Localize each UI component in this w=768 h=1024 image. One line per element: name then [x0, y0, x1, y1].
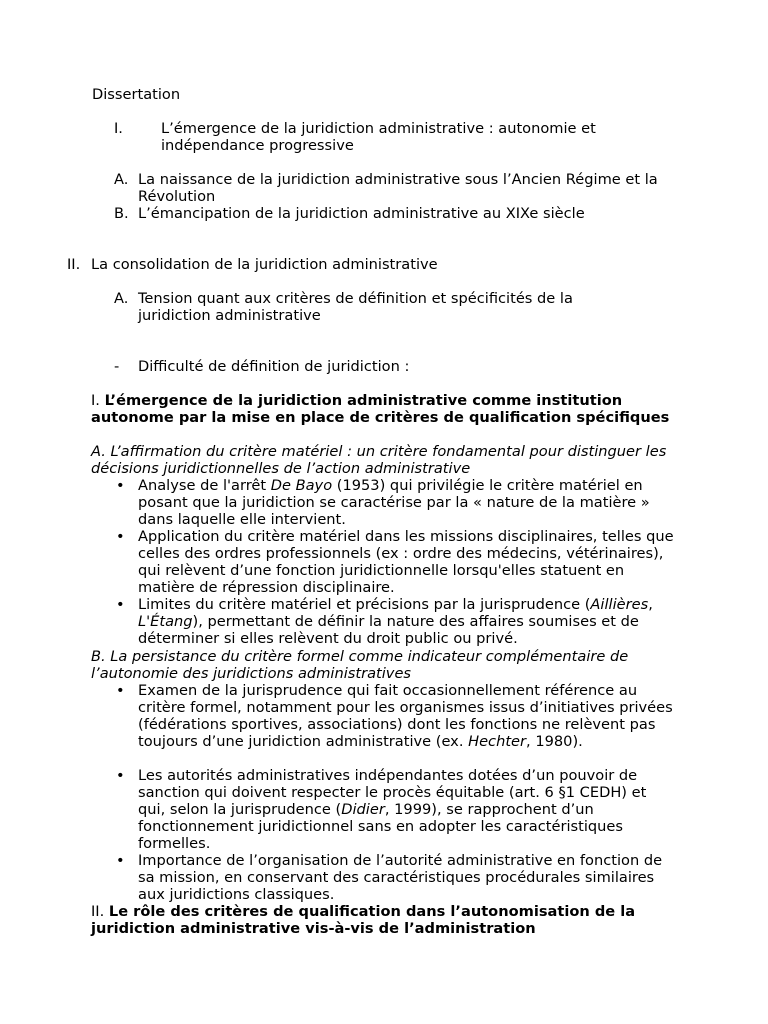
outline-item-label: B.: [114, 205, 129, 222]
section-2-title: Le rôle des critères de qualification dans l’autonomisation de la juridiction administrative vis-à-vis de l’administration: [91, 903, 636, 937]
section-1-heading: [91, 392, 691, 426]
case-name: Aillières: [590, 596, 649, 613]
outline-item-label: A.: [114, 290, 129, 307]
section-2-numeral: II.: [91, 903, 105, 920]
document-title: Dissertation: [92, 86, 181, 103]
case-name: De Bayo: [270, 477, 333, 494]
bullet-text: Examen de la jurisprudence qui fait occasionnellement référence au critère formel, notamment pour les organismes issus d’initiatives privées (fédérations sportives, associations) dont les fonctions ne relèvent pas toujours d’une juridiction administrative (ex. Hechter, 1980).: [138, 682, 673, 750]
bullet-marker: •: [116, 477, 125, 494]
outline-part-1-numeral: I.: [114, 120, 123, 137]
outline-item-label: A.: [114, 171, 129, 188]
bullet-marker: •: [116, 682, 125, 699]
case-name: L'Étang: [138, 613, 193, 630]
outline-item-text: La naissance de la juridiction administrative sous l’Ancien Régime et la Révolution: [138, 171, 658, 205]
bullet-text: Les autorités administratives indépendantes dotées d’un pouvoir de sanction qui doivent respecter le procès équitable (art. 6 §1 CEDH) et qui, selon la jurisprudence (Didier, 1999), se rapprochent d’un fonctionnement juridictionnel sans en adopter les caractéristiques formelles.: [138, 767, 647, 852]
bullet-text: Application du critère matériel dans les missions disciplinaires, telles que celles des ordres professionnels (ex : ordre des médecins, vétérinaires), qui relèvent d’une fonction juridictionnelle lorsqu'elles statuent en matière de répression disciplinaire.: [138, 528, 674, 596]
subsection-b-title: B. La persistance du critère formel comme indicateur complémentaire de l’autonomie des juridictions administratives: [91, 648, 629, 682]
section-1-title: L’émergence de la juridiction administrative comme institution autonome par la mise en place de critères de qualification spécifiques: [91, 392, 670, 426]
section-1-numeral: I.: [91, 392, 100, 409]
bullet-marker: •: [116, 852, 125, 869]
bullet-marker: •: [116, 767, 125, 784]
bullet-text: Importance de l’organisation de l’autorité administrative en fonction de sa mission, en conservant des caractéristiques procédurales similaires aux juridictions classiques.: [138, 852, 663, 903]
outline-part-2-text: La consolidation de la juridiction administrative: [91, 256, 438, 273]
case-name: Hechter: [468, 733, 527, 750]
bullet-marker: •: [116, 528, 125, 545]
dash-marker: -: [114, 358, 120, 375]
bullet-text: Analyse de l'arrêt De Bayo (1953) qui privilégie le critère matériel en posant que la juridiction se caractérise par la « nature de la matière » dans laquelle elle intervient.: [138, 477, 650, 528]
outline-item-text: L’émancipation de la juridiction administrative au XIXe siècle: [138, 205, 585, 222]
bullet-text: Limites du critère matériel et précisions par la jurisprudence (Aillières, L'Étang), permettant de définir la nature des affaires soumises et de déterminer si elles relèvent du droit public ou privé.: [138, 596, 653, 647]
subsection-a-title: A. L’affirmation du critère matériel : un critère fondamental pour distinguer les décisions juridictionnelles de l’action administrative: [91, 443, 667, 477]
outline-item-text: Tension quant aux critères de définition et spécificités de la juridiction administrative: [138, 290, 573, 324]
dash-item-text: Difficulté de définition de juridiction :: [138, 358, 410, 375]
bullet-marker: •: [116, 596, 125, 613]
outline-part-2-numeral: II.: [67, 256, 81, 273]
outline-part-1-text: L’émergence de la juridiction administrative : autonomie et indépendance progressive: [161, 120, 596, 154]
case-name: Didier: [341, 801, 385, 818]
section-2-heading: [91, 903, 691, 937]
